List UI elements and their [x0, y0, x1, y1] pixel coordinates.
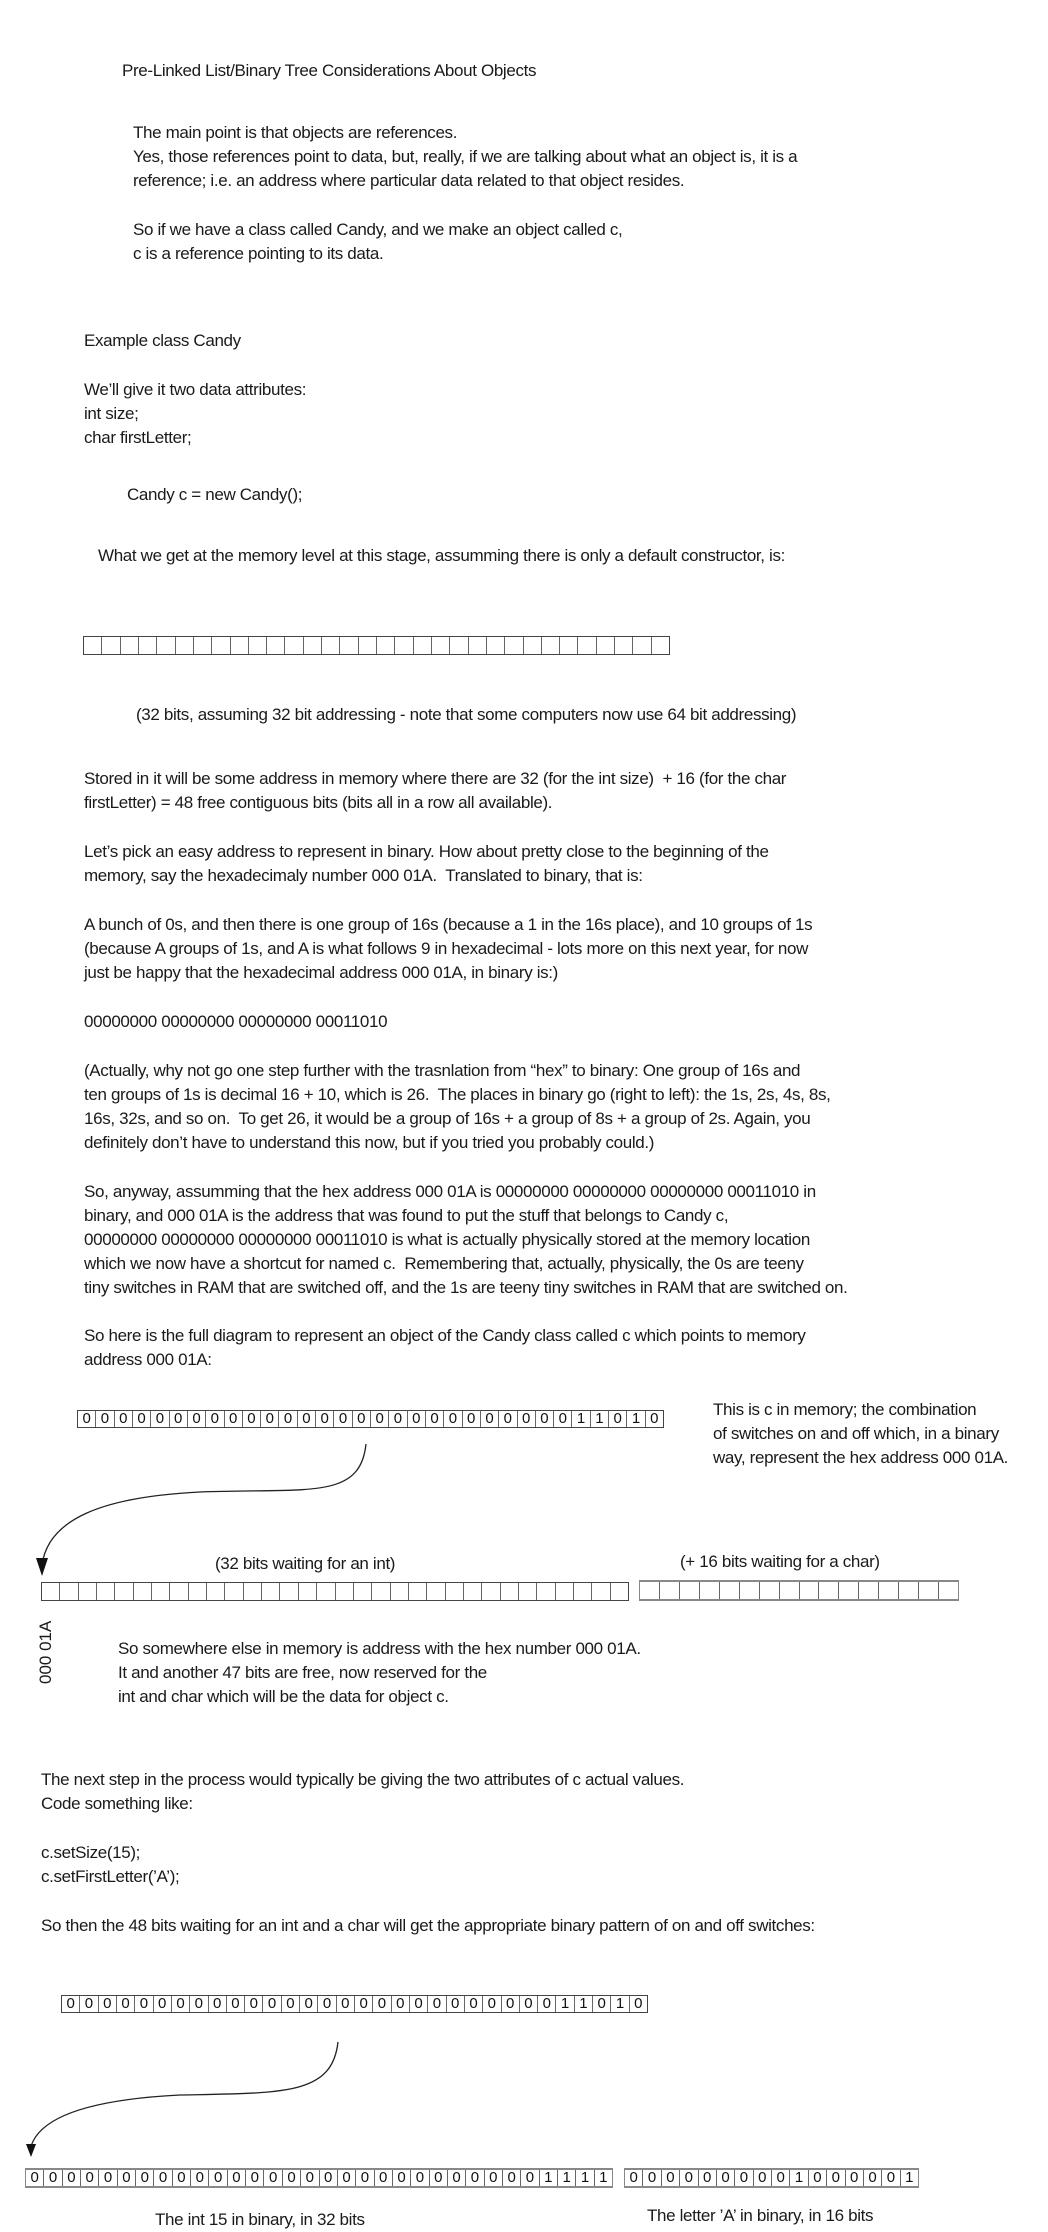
- bit-cell: 0: [99, 2170, 117, 2186]
- code-line-2: c.setFirstLetter(’A’);: [41, 1867, 180, 1886]
- bit-cell: 0: [375, 2170, 393, 2186]
- bit-cell: [780, 1582, 800, 1599]
- bit-cell: 0: [279, 1411, 297, 1427]
- bit-cell: [176, 637, 194, 654]
- bit-cell: [839, 1582, 859, 1599]
- bit-cell: [372, 1583, 390, 1600]
- bit-cell: [680, 1582, 700, 1599]
- bit-cell: [322, 637, 340, 654]
- bit-cell: [231, 637, 249, 654]
- bit-cell: [139, 637, 157, 654]
- bit-cell: [519, 1583, 537, 1600]
- bit-cell: [633, 637, 651, 654]
- addressing-note: (32 bits, assuming 32 bit addressing - note that some computers now use 64 bit addressing): [136, 705, 797, 724]
- intro-line-3: reference; i.e. an address where particular data related to that object resides.: [133, 171, 685, 190]
- bit-cell: 0: [225, 1411, 243, 1427]
- bit-cell: 0: [882, 2170, 900, 2186]
- bit-cell: [42, 1583, 60, 1600]
- bunch-line-3: just be happy that the hexadecimal address 000 01A, in binary is:): [84, 963, 558, 982]
- address-label: 000 01A: [36, 1620, 55, 1684]
- bit-cell: 0: [426, 1411, 444, 1427]
- bit-cell: 0: [699, 2170, 717, 2186]
- bit-cell: 0: [151, 1411, 169, 1427]
- bunch-line-2: (because A groups of 1s, and A is what follows 9 in hexadecimal - lots more on this next year, for now: [84, 939, 809, 958]
- note-line-1: So somewhere else in memory is address with the hex number 000 01A.: [118, 1639, 641, 1658]
- pick-line-2: memory, say the hexadecimaly number 000 01A. Translated to binary, that is:: [84, 866, 643, 885]
- bit-cell: 0: [392, 1996, 410, 2012]
- bit-cell: [487, 637, 505, 654]
- bit-cell: [640, 1582, 660, 1599]
- bunch-line-1: A bunch of 0s, and then there is one group of 16s (because a 1 in the 16s place), and 10 groups of 1s: [84, 915, 813, 934]
- anyway-line-1: So, anyway, assumming that the hex address 000 01A is 00000000 00000000 00000000 00011010 in: [84, 1182, 816, 1201]
- bit-cell: [317, 1583, 335, 1600]
- bit-cell: 0: [338, 2170, 356, 2186]
- bit-cell: [427, 1583, 445, 1600]
- bit-cell: [79, 1583, 97, 1600]
- bit-cell: [819, 1582, 839, 1599]
- note-line-3: int and char which will be the data for object c.: [118, 1687, 449, 1706]
- bit-cell: 0: [206, 1411, 224, 1427]
- bit-cell: 1: [575, 1996, 593, 2012]
- example-heading: Example class Candy: [84, 331, 241, 350]
- bit-cell: 0: [227, 1996, 245, 2012]
- bit-cell: 1: [627, 1411, 645, 1427]
- bit-cell: 0: [80, 1996, 98, 2012]
- bit-cell: [60, 1583, 78, 1600]
- bit-cell: [299, 1583, 317, 1600]
- bit-cell: [660, 1582, 680, 1599]
- bit-cell: [501, 1583, 519, 1600]
- bit-cell: 0: [118, 2170, 136, 2186]
- bit-cell: [450, 637, 468, 654]
- bit-cell: [505, 637, 523, 654]
- bit-cell: 0: [481, 1411, 499, 1427]
- note-line-2: It and another 47 bits are free, now reserved for the: [118, 1663, 487, 1682]
- bit-cell: [560, 637, 578, 654]
- attr-line-1: We’ll give it two data attributes:: [84, 380, 307, 399]
- bit-cell: 0: [209, 2170, 227, 2186]
- bit-cell: 0: [463, 1411, 481, 1427]
- bit-cell: [249, 637, 267, 654]
- bit-cell: 1: [790, 2170, 808, 2186]
- bit-cell: [720, 1582, 740, 1599]
- bit-cell: [340, 637, 358, 654]
- bit-cell: [207, 1583, 225, 1600]
- bit-cell: [740, 1582, 760, 1599]
- bit-cell: 0: [520, 1996, 538, 2012]
- bit-cell: [919, 1582, 939, 1599]
- bit-cell: 0: [483, 1996, 501, 2012]
- bit-cell: [611, 1583, 628, 1600]
- bit-cell: 0: [283, 2170, 301, 2186]
- bit-cell: 0: [316, 1411, 334, 1427]
- actually-line-2: ten groups of 1s is decimal 16 + 10, which is 26. The places in binary go (right to left): the 1s, 2s, 4s, 8s,: [84, 1085, 831, 1104]
- bit-cell: 0: [503, 2170, 521, 2186]
- binary-line: 00000000 00000000 00000000 00011010: [84, 1012, 388, 1031]
- bit-cell: 0: [298, 1411, 316, 1427]
- full-diagram-line-1: So here is the full diagram to represent an object of the Candy class called c which points to memory: [84, 1326, 806, 1345]
- bit-cell: 1: [611, 1996, 629, 2012]
- bit-cell: 0: [301, 2170, 319, 2186]
- anyway-line-3: 00000000 00000000 00000000 00011010 is what is actually physically stored at the memory location: [84, 1230, 810, 1249]
- bit-cell: 0: [499, 1411, 517, 1427]
- bit-cell: 0: [447, 1996, 465, 2012]
- bit-cell: [409, 1583, 427, 1600]
- bit-cell: 0: [772, 2170, 790, 2186]
- bit-cell: 0: [717, 2170, 735, 2186]
- bit-cell: 1: [572, 1411, 590, 1427]
- bit-cell: [102, 637, 120, 654]
- bit-cell: 0: [261, 1411, 279, 1427]
- bit-cell: [574, 1583, 592, 1600]
- bit-cell: 0: [318, 1996, 336, 2012]
- char-caption: The letter ’A’ in binary, in 16 bits: [647, 2206, 874, 2225]
- bit-cell: 0: [191, 2170, 209, 2186]
- bit-cell: 0: [282, 1996, 300, 2012]
- bit-cell: 0: [320, 2170, 338, 2186]
- bit-cell: 0: [356, 2170, 374, 2186]
- bit-cell: [432, 637, 450, 654]
- bit-cell: 0: [173, 2170, 191, 2186]
- next-line-1: The next step in the process would typically be giving the two attributes of c actual values.: [41, 1770, 685, 1789]
- bit-cell: [578, 637, 596, 654]
- bit-cell: [524, 637, 542, 654]
- bit-cell: [899, 1582, 919, 1599]
- bit-cell: 1: [576, 2170, 594, 2186]
- actually-line-1: (Actually, why not go one step further with the trasnlation from “hex” to binary: One group of 16s and: [84, 1061, 801, 1080]
- bit-cell: [170, 1583, 188, 1600]
- int-waiting-label: (32 bits waiting for an int): [215, 1554, 396, 1573]
- bit-cell: 0: [538, 1996, 556, 2012]
- bit-cell: [537, 1583, 555, 1600]
- bit-cell: 0: [62, 1996, 80, 2012]
- bit-cell: [939, 1582, 958, 1599]
- bit-cell: 0: [634, 1995, 643, 2012]
- int-empty-register: [41, 1582, 629, 1601]
- char-empty-register: [639, 1580, 959, 1601]
- bit-cell: 0: [246, 2170, 264, 2186]
- bit-cell: [152, 1583, 170, 1600]
- bit-cell: 0: [389, 1411, 407, 1427]
- bit-cell: 0: [337, 1996, 355, 2012]
- bit-cell: [377, 637, 395, 654]
- reference-register: [77, 1410, 664, 1428]
- bit-cell: [592, 1583, 610, 1600]
- bit-cell: 0: [170, 1411, 188, 1427]
- bit-cell: 0: [411, 2170, 429, 2186]
- bit-cell: 0: [209, 1996, 227, 2012]
- bit-cell: 0: [465, 1996, 483, 2012]
- bit-cell: 0: [430, 2170, 448, 2186]
- bit-cell: 0: [115, 1411, 133, 1427]
- bit-cell: 0: [353, 1411, 371, 1427]
- bit-cell: [115, 1583, 133, 1600]
- bit-cell: [359, 637, 377, 654]
- bit-cell: [97, 1583, 115, 1600]
- attr-line-2: int size;: [84, 404, 139, 423]
- bit-cell: [700, 1582, 720, 1599]
- bit-cell: [482, 1583, 500, 1600]
- bit-cell: 0: [78, 1411, 96, 1427]
- bit-cell: 0: [96, 1411, 114, 1427]
- code-line-1: c.setSize(15);: [41, 1843, 141, 1862]
- bit-cell: [391, 1583, 409, 1600]
- bit-cell: 0: [154, 1996, 172, 2012]
- bit-cell: 0: [243, 1411, 261, 1427]
- bit-cell: [157, 637, 175, 654]
- bit-cell: 0: [735, 2170, 753, 2186]
- bit-cell: 0: [643, 2170, 661, 2186]
- reference-caption-1: This is c in memory; the combination: [713, 1400, 977, 1419]
- reference-register-2: [61, 1995, 648, 2013]
- bit-cell: [597, 637, 615, 654]
- bit-cell: 0: [662, 2170, 680, 2186]
- bit-cell: 0: [680, 2170, 698, 2186]
- bit-cell: 0: [846, 2170, 864, 2186]
- char-value-register: [624, 2168, 919, 2188]
- bit-cell: 0: [864, 2170, 882, 2186]
- bit-cell: 0: [393, 2170, 411, 2186]
- reference-caption-3: way, represent the hex address 000 01A.: [713, 1448, 1009, 1467]
- bit-cell: 0: [99, 1996, 117, 2012]
- actually-line-4: definitely don’t have to understand this now, but if you tried you probably could.): [84, 1133, 655, 1152]
- bit-cell: 0: [263, 1996, 281, 2012]
- bit-cell: 0: [136, 2170, 154, 2186]
- bit-cell: [446, 1583, 464, 1600]
- bit-cell: 0: [371, 1411, 389, 1427]
- bit-cell: [262, 1583, 280, 1600]
- bit-cell: [84, 637, 102, 654]
- bit-cell: 0: [300, 1996, 318, 2012]
- bit-cell: 0: [190, 1996, 208, 2012]
- constructor-code: Candy c = new Candy();: [127, 485, 303, 504]
- char-waiting-label: (+ 16 bits waiting for a char): [680, 1552, 880, 1571]
- bit-cell: 0: [172, 1996, 190, 2012]
- memory-intro: What we get at the memory level at this stage, assumming there is only a default constructor, is:: [98, 546, 785, 565]
- bit-cell: 0: [117, 1996, 135, 2012]
- bit-cell: [615, 637, 633, 654]
- page-title: Pre-Linked List/Binary Tree Considerations About Objects: [122, 61, 537, 80]
- bit-cell: [304, 637, 322, 654]
- bit-cell: [121, 637, 139, 654]
- bit-cell: [189, 1583, 207, 1600]
- bit-cell: 0: [502, 1996, 520, 2012]
- bit-cell: 0: [81, 2170, 99, 2186]
- bit-cell: 0: [188, 1411, 206, 1427]
- stored-line-2: firstLetter) = 48 free contiguous bits (bits all in a row all available).: [84, 793, 553, 812]
- bit-cell: 0: [135, 1996, 153, 2012]
- stored-line-1: Stored in it will be some address in memory where there are 32 (for the int size) + 16 (for the char: [84, 769, 787, 788]
- bit-cell: 0: [63, 2170, 81, 2186]
- anyway-line-2: binary, and 000 01A is the address that was found to put the stuff that belongs to Candy c,: [84, 1206, 729, 1225]
- bit-cell: [760, 1582, 780, 1599]
- pick-line-1: Let’s pick an easy address to represent in binary. How about pretty close to the beginning of the: [84, 842, 769, 861]
- bit-cell: [280, 1583, 298, 1600]
- bit-cell: 0: [355, 1996, 373, 2012]
- int-caption: The int 15 in binary, in 32 bits: [155, 2210, 365, 2229]
- anyway-line-4: which we now have a shortcut for named c. Remembering that, actually, physically, the 0s are teeny: [84, 1254, 804, 1273]
- bit-cell: 0: [466, 2170, 484, 2186]
- attr-line-3: char firstLetter;: [84, 428, 192, 447]
- bit-cell: 0: [554, 1411, 572, 1427]
- bit-cell: 0: [485, 2170, 503, 2186]
- bit-cell: 0: [536, 1411, 554, 1427]
- intro-line-4: So if we have a class called Candy, and we make an object called c,: [133, 220, 623, 239]
- bit-cell: 0: [408, 1411, 426, 1427]
- anyway-line-5: tiny switches in RAM that are switched off, and the 1s are teeny tiny switches in RAM that are switched on.: [84, 1278, 848, 1297]
- bit-cell: 1: [905, 2169, 914, 2186]
- bit-cell: [800, 1582, 820, 1599]
- bit-cell: 0: [650, 1410, 659, 1427]
- bit-cell: 0: [334, 1411, 352, 1427]
- bit-cell: 1: [599, 2169, 608, 2186]
- next-line-2: Code something like:: [41, 1794, 193, 1813]
- bit-cell: [244, 1583, 262, 1600]
- bit-cell: 0: [154, 2170, 172, 2186]
- intro-line-1: The main point is that objects are references.: [133, 123, 458, 142]
- bit-cell: [134, 1583, 152, 1600]
- bit-cell: [395, 637, 413, 654]
- bit-cell: 0: [444, 1411, 462, 1427]
- bit-cell: [556, 1583, 574, 1600]
- bit-cell: [542, 637, 560, 654]
- bit-cell: 0: [827, 2170, 845, 2186]
- bit-cell: [469, 637, 487, 654]
- bit-cell: [285, 637, 303, 654]
- bit-cell: [414, 637, 432, 654]
- bit-cell: 0: [26, 2170, 44, 2186]
- bit-cell: [859, 1582, 879, 1599]
- actually-line-3: 16s, 32s, and so on. To get 26, it would be a group of 16s + a group of 8s + a group of 2s. Again, you: [84, 1109, 811, 1128]
- reference-caption-2: of switches on and off which, in a binary: [713, 1424, 999, 1443]
- bit-cell: 1: [558, 2170, 576, 2186]
- bit-cell: 1: [540, 2170, 558, 2186]
- bit-cell: [225, 1583, 243, 1600]
- bit-cell: 0: [518, 1411, 536, 1427]
- bit-cell: [879, 1582, 899, 1599]
- bit-cell: 0: [593, 1996, 611, 2012]
- bit-cell: 1: [591, 1411, 609, 1427]
- bit-cell: [267, 637, 285, 654]
- empty-reference-register: [83, 636, 670, 655]
- bit-cell: 0: [521, 2170, 539, 2186]
- full-diagram-line-2: address 000 01A:: [84, 1350, 212, 1369]
- bit-cell: 0: [245, 1996, 263, 2012]
- bit-cell: 0: [428, 1996, 446, 2012]
- then-line: So then the 48 bits waiting for an int and a char will get the appropriate binary pattern of on and off switches:: [41, 1916, 815, 1935]
- bit-cell: [212, 637, 230, 654]
- bit-cell: 0: [625, 2170, 643, 2186]
- bit-cell: [194, 637, 212, 654]
- bit-cell: 0: [609, 1411, 627, 1427]
- bit-cell: [464, 1583, 482, 1600]
- bit-cell: 0: [809, 2170, 827, 2186]
- intro-line-5: c is a reference pointing to its data.: [133, 244, 384, 263]
- bit-cell: 0: [448, 2170, 466, 2186]
- bit-cell: 1: [556, 1996, 574, 2012]
- bit-cell: 0: [264, 2170, 282, 2186]
- bit-cell: 0: [133, 1411, 151, 1427]
- bit-cell: [652, 637, 669, 654]
- bit-cell: [336, 1583, 354, 1600]
- int-value-register: [25, 2168, 613, 2188]
- bit-cell: 0: [373, 1996, 391, 2012]
- bit-cell: [354, 1583, 372, 1600]
- bit-cell: 0: [44, 2170, 62, 2186]
- intro-line-2: Yes, those references point to data, but, really, if we are talking about what an object is, it is a: [133, 147, 798, 166]
- bit-cell: 0: [754, 2170, 772, 2186]
- bit-cell: 0: [228, 2170, 246, 2186]
- bit-cell: 0: [410, 1996, 428, 2012]
